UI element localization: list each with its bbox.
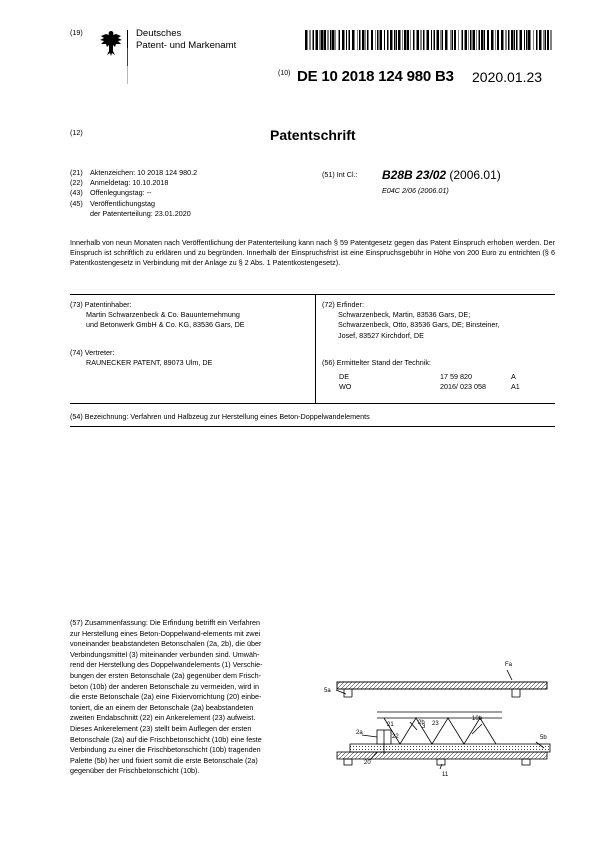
proprietor-block bbox=[70, 300, 310, 331]
barcode-bar bbox=[330, 30, 332, 50]
figure-reference-label: 20 bbox=[364, 760, 371, 766]
barcode-bar bbox=[335, 30, 336, 50]
barcode-bar bbox=[441, 30, 443, 50]
inid-code-10: (10) bbox=[278, 70, 291, 77]
inid-code: (45) bbox=[70, 198, 83, 208]
barcode-bar bbox=[476, 30, 477, 50]
barcode-bar bbox=[338, 30, 340, 50]
barcode-bar bbox=[468, 30, 469, 50]
barcode-bar bbox=[514, 30, 515, 50]
barcode-bar bbox=[320, 30, 321, 50]
inid-code: (43) bbox=[70, 188, 83, 198]
proprietor-line2: und Betonwerk GmbH & Co. KG, 83536 Gars, DE bbox=[86, 320, 245, 330]
abstract-line: gegenüber der Frischbetonschicht (10b). bbox=[70, 766, 200, 776]
bib-text: Veröffentlichungstag bbox=[90, 198, 156, 208]
barcode-bar bbox=[437, 30, 439, 50]
inventors-block bbox=[322, 300, 557, 341]
barcode-bar bbox=[417, 30, 419, 50]
authority-line2: Patent- und Markenamt bbox=[136, 39, 237, 51]
figure-reference-label: 3 bbox=[422, 724, 426, 730]
barcode-bar bbox=[524, 30, 525, 50]
barcode-bar bbox=[313, 30, 315, 50]
figure-reference-label: 10b bbox=[472, 716, 483, 722]
barcode-bar bbox=[520, 30, 522, 50]
abstract-line: zur Herstellung eines Beton-Doppelwand-elements mit zwei bbox=[70, 628, 261, 638]
barcode-bar bbox=[396, 30, 398, 50]
barcode-bar bbox=[357, 30, 358, 50]
bibliographic-data bbox=[70, 168, 300, 219]
abstract-line: toniert, die an einem der Betonschale (2a) beabstandeten bbox=[70, 702, 254, 712]
barcode-bar bbox=[484, 30, 485, 50]
bib-text: Anmeldetag: 10.10.2018 bbox=[90, 178, 169, 188]
inid-code-51: (51) bbox=[322, 170, 335, 179]
barcode-bar bbox=[508, 30, 510, 50]
barcode-bar bbox=[450, 30, 451, 50]
barcode-bar bbox=[377, 30, 379, 50]
bib-row bbox=[70, 178, 300, 188]
barcode-bar bbox=[528, 30, 530, 50]
divider-top bbox=[70, 294, 555, 295]
figure-reference-label: 23 bbox=[432, 721, 439, 727]
figure-reference-label: 5a bbox=[324, 688, 331, 694]
barcode-bar bbox=[481, 30, 483, 50]
inventors-line3: Josef, 83527 Kirchdorf, DE bbox=[338, 330, 424, 340]
barcode-bar bbox=[365, 30, 366, 50]
barcode-bar bbox=[359, 30, 361, 50]
figure-reference-label: 5b bbox=[540, 735, 547, 741]
figure-reference-label: 2b bbox=[418, 720, 425, 726]
barcode-bar bbox=[346, 30, 347, 50]
document-date: 2020.01.23 bbox=[472, 69, 543, 85]
ipc-secondary: E04C 2/06 (2006.01) bbox=[382, 186, 449, 195]
figure-reference-label: 11 bbox=[442, 772, 449, 778]
barcode-bar bbox=[543, 30, 544, 50]
barcode-bar bbox=[407, 30, 409, 50]
barcode-bar bbox=[390, 30, 392, 50]
abstract-line: beton (10b) der anderen Betonschale zu vermeiden, wird in bbox=[70, 681, 259, 691]
barcode-bar bbox=[434, 30, 436, 50]
barcode-bar bbox=[371, 30, 373, 50]
barcode-bar bbox=[387, 30, 389, 50]
ipc-code-label bbox=[322, 170, 358, 180]
inventors-label: (72) Erfinder: bbox=[322, 300, 364, 309]
barcode-bar bbox=[431, 30, 432, 50]
inid-code-12: (12) bbox=[70, 128, 83, 137]
ipc-main-version: (2006.01) bbox=[449, 168, 501, 182]
ipc-main-class bbox=[382, 168, 501, 182]
inventors-line1: Schwarzenbeck, Martin, 83536 Gars, DE; bbox=[338, 310, 471, 320]
barcode-bar bbox=[511, 30, 513, 50]
barcode-bar bbox=[440, 30, 441, 50]
prior-art-number: 17 59 820 bbox=[440, 372, 472, 382]
barcode-bar bbox=[544, 30, 546, 50]
barcode-bar bbox=[394, 30, 395, 50]
prior-art-country: WO bbox=[339, 382, 352, 392]
barcode-bar bbox=[421, 30, 422, 50]
barcode-bar bbox=[454, 30, 456, 50]
figure-reference-label: 22 bbox=[392, 734, 399, 740]
prior-art-label: (56) Ermittelter Stand der Technik: bbox=[322, 358, 431, 367]
barcode-bar bbox=[461, 30, 463, 50]
barcode-bar bbox=[348, 30, 350, 50]
abstract-line: voneinander beabstandeten Betonschalen (2a, 2b), die über bbox=[70, 639, 262, 649]
figure-reference-label: Fa bbox=[505, 662, 513, 668]
flag-stripe bbox=[127, 30, 128, 84]
bib-row bbox=[70, 199, 300, 209]
ipc-label: Int Cl.: bbox=[336, 170, 358, 179]
abstract-line: Dieses Ankerelement (23) stellt beim Auflegen der ersten bbox=[70, 723, 252, 733]
barcode-bar bbox=[427, 30, 429, 50]
prior-art-country: DE bbox=[339, 372, 349, 382]
designation: (54) Bezeichnung: Verfahren und Halbzeug zur Herstellung eines Beton-Doppelwandelements bbox=[70, 412, 370, 421]
barcode-bar bbox=[516, 30, 518, 50]
authority-line1: Deutsches bbox=[136, 28, 182, 39]
abstract-line: Betonschale (2a) auf die Frischbetonschicht (10b) eine feste bbox=[70, 734, 262, 744]
barcode-bar bbox=[384, 30, 385, 50]
proprietor-line1: Martin Schwarzenbeck & Co. Bauunternehmung bbox=[86, 310, 240, 320]
barcode-bar bbox=[352, 30, 354, 50]
barcode-bar bbox=[526, 30, 528, 50]
barcode-bar bbox=[316, 30, 318, 50]
abstract-line: Palette (5b) her und fixiert somit die erste Betonschale (2a) bbox=[70, 755, 258, 765]
barcode-bar bbox=[547, 30, 549, 50]
bib-row bbox=[70, 209, 300, 219]
authority-name bbox=[136, 28, 236, 51]
barcode-bar bbox=[551, 30, 552, 50]
divider-vertical bbox=[315, 294, 316, 403]
barcode-bar bbox=[495, 30, 496, 50]
barcode-bar bbox=[423, 30, 425, 50]
abstract-line: (57) Zusammenfassung: Die Erfindung betrifft ein Verfahren bbox=[70, 618, 261, 627]
barcode-bar bbox=[332, 30, 334, 50]
eagle-emblem-icon bbox=[98, 28, 124, 58]
prior-art-row bbox=[322, 372, 557, 382]
barcode-bar bbox=[362, 30, 364, 50]
barcode-bar bbox=[451, 30, 453, 50]
barcode-bar bbox=[402, 30, 403, 50]
barcode-bar bbox=[539, 30, 541, 50]
divider-bottom bbox=[70, 403, 555, 404]
barcode-bar bbox=[458, 30, 459, 50]
figure-reference-label: 21 bbox=[387, 722, 394, 728]
bib-text: Aktenzeichen: 10 2018 124 980.2 bbox=[90, 168, 198, 177]
prior-art-number: 2016/ 023 058 bbox=[440, 382, 486, 392]
barcode-bar bbox=[413, 30, 415, 50]
document-type: Patentschrift bbox=[270, 127, 356, 143]
inid-code: (21) bbox=[70, 168, 83, 177]
barcode-bar bbox=[465, 30, 467, 50]
barcode-bar bbox=[536, 30, 538, 50]
barcode-bar bbox=[379, 30, 381, 50]
barcode-bar bbox=[497, 30, 499, 50]
barcode-bar bbox=[324, 30, 326, 50]
barcode-bar bbox=[410, 30, 411, 50]
barcode-bar bbox=[404, 30, 406, 50]
barcode-bar bbox=[472, 30, 474, 50]
barcode-bar bbox=[533, 30, 534, 50]
inventors-line2: Schwarzenbeck, Otto, 83536 Gars, DE; Binsteiner, bbox=[338, 320, 500, 330]
barcode-bar bbox=[367, 30, 369, 50]
bib-text: Offenlegungstag: -- bbox=[90, 188, 152, 198]
document-number: DE 10 2018 124 980 B3 bbox=[297, 68, 454, 85]
barcode bbox=[305, 30, 555, 50]
proprietor-label: (73) Patentinhaber: bbox=[70, 300, 132, 309]
barcode-bar bbox=[506, 30, 507, 50]
barcode-bar bbox=[479, 30, 481, 50]
figure-reference-label: 2a bbox=[356, 730, 363, 736]
barcode-bar bbox=[398, 30, 400, 50]
representative-line1: RAUNECKER PATENT, 89073 Ulm, DE bbox=[86, 358, 213, 368]
abstract-line: Verbindungsmittel (3) miteinander verbunden sind. Umwäh- bbox=[70, 649, 260, 659]
abstract bbox=[70, 618, 310, 777]
prior-art-kind: A1 bbox=[511, 382, 520, 392]
barcode-bar bbox=[305, 30, 307, 50]
inid-code: (22) bbox=[70, 178, 83, 188]
bib-row bbox=[70, 168, 300, 178]
prior-art-kind: A bbox=[511, 372, 516, 382]
patent-drawing bbox=[322, 652, 555, 782]
barcode-bar bbox=[445, 30, 447, 50]
barcode-bar bbox=[491, 30, 493, 50]
barcode-bar bbox=[470, 30, 472, 50]
barcode-bar bbox=[487, 30, 489, 50]
barcode-bar bbox=[501, 30, 503, 50]
divider-designation bbox=[70, 426, 555, 427]
prior-art-block bbox=[322, 358, 557, 393]
barcode-bar bbox=[328, 30, 329, 50]
barcode-bar bbox=[342, 30, 344, 50]
barcode-bar bbox=[310, 30, 311, 50]
barcode-bar bbox=[321, 30, 323, 50]
inid-code-19: (19) bbox=[70, 28, 83, 37]
opposition-notice: Innerhalb von neun Monaten nach Veröffentlichung der Patenterteilung kann nach § 59 Patentgesetz gegen das Patent Einspruch erhoben werden. Der Einspruch ist schriftlich zu erklären und zu begründen. Innerhalb der Einspruchsfrist ist eine Einspruchsgebühr in Höhe von 200 Euro zu entrichten (§ 6 Patentkostengesetz in Verbindung mit der Anlage zu § 2 Abs. 1 Patentkostengesetz). bbox=[70, 238, 555, 268]
representative-block bbox=[70, 348, 310, 368]
bib-text: der Patenterteilung: 23.01.2020 bbox=[90, 208, 191, 218]
abstract-line: zweiten Endabschnitt (22) ein Ankerelement (23) aufweist. bbox=[70, 713, 256, 723]
ipc-main-code: B28B 23/02 bbox=[382, 168, 447, 182]
barcode-bar bbox=[375, 30, 376, 50]
abstract-line: Verbindung zu einer die Frischbetonschicht (10b) tragenden bbox=[70, 745, 261, 755]
bib-row bbox=[70, 188, 300, 198]
prior-art-row bbox=[322, 382, 557, 392]
abstract-line: die erste Betonschale (2a) eine Fixiervorrichtung (20) einbe- bbox=[70, 692, 262, 702]
abstract-line: rend der Herstellung des Doppelwandelements (1) Verschie- bbox=[70, 660, 263, 670]
representative-label: (74) Vertreter: bbox=[70, 348, 115, 357]
abstract-line: bungen der ersten Betonschale (2a) gegenüber dem Frisch- bbox=[70, 670, 261, 680]
